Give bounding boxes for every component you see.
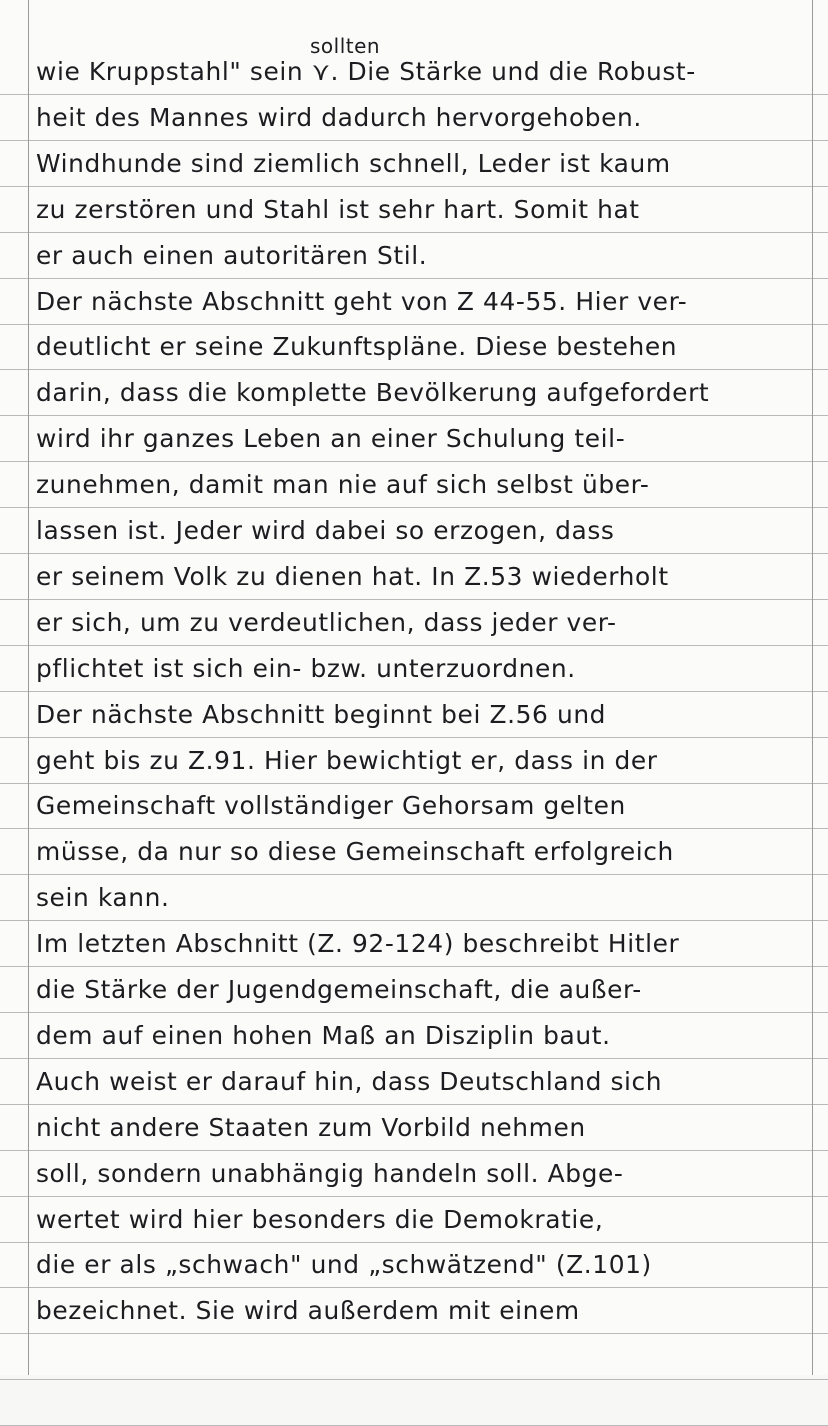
text-line: soll, sondern unabhängig handeln soll. Abge- <box>36 1159 624 1188</box>
ruled-line <box>0 1287 828 1288</box>
ruled-line <box>0 599 828 600</box>
ruled-line <box>0 186 828 187</box>
right-margin-line <box>812 0 813 1375</box>
left-margin-line <box>28 0 29 1375</box>
ruled-line <box>0 691 828 692</box>
text-line: zu zerstören und Stahl ist sehr hart. Somit hat <box>36 195 640 224</box>
text-line: wird ihr ganzes Leben an einer Schulung teil- <box>36 424 626 453</box>
ruled-line <box>0 874 828 875</box>
ruled-line <box>0 1333 828 1334</box>
text-line: heit des Mannes wird dadurch hervorgehoben. <box>36 103 642 132</box>
text-line: Windhunde sind ziemlich schnell, Leder ist kaum <box>36 149 671 178</box>
text-line: die er als „schwach" und „schwätzend" (Z.101) <box>36 1250 652 1279</box>
text-line: zunehmen, damit man nie auf sich selbst über- <box>36 470 650 499</box>
text-line: sein kann. <box>36 883 170 912</box>
ruled-line <box>0 645 828 646</box>
ruled-line <box>0 1104 828 1105</box>
text-line: Auch weist er darauf hin, dass Deutschland sich <box>36 1067 663 1096</box>
ruled-line <box>0 461 828 462</box>
text-line: er auch einen autoritären Stil. <box>36 241 428 270</box>
text-line: deutlicht er seine Zukunftspläne. Diese bestehen <box>36 332 678 361</box>
ruled-line <box>0 553 828 554</box>
ruled-line <box>0 278 828 279</box>
text-line: er sich, um zu verdeutlichen, dass jeder ver- <box>36 608 617 637</box>
text-line: Der nächste Abschnitt beginnt bei Z.56 und <box>36 700 607 729</box>
handwritten-insertion: sollten <box>310 34 381 58</box>
ruled-line <box>0 1150 828 1151</box>
ruled-line <box>0 828 828 829</box>
text-line: wertet wird hier besonders die Demokratie, <box>36 1205 604 1234</box>
ruled-line <box>0 1242 828 1243</box>
text-line: Im letzten Abschnitt (Z. 92-124) beschreibt Hitler <box>36 929 680 958</box>
ruled-line <box>0 324 828 325</box>
text-line: Der nächste Abschnitt geht von Z 44-55. Hier ver- <box>36 287 688 316</box>
ruled-line <box>0 232 828 233</box>
text-line: Gemeinschaft vollständiger Gehorsam gelten <box>36 791 626 820</box>
text-line: bezeichnet. Sie wird außerdem mit einem <box>36 1296 580 1325</box>
ruled-line <box>0 1196 828 1197</box>
text-line: er seinem Volk zu dienen hat. In Z.53 wiederholt <box>36 562 669 591</box>
text-line: wie Kruppstahl" sein ⋎. Die Stärke und die Robust- <box>36 57 696 86</box>
text-line: dem auf einen hohen Maß an Disziplin baut. <box>36 1021 611 1050</box>
ruled-line <box>0 966 828 967</box>
ruled-line <box>0 783 828 784</box>
text-line: die Stärke der Jugendgemeinschaft, die außer- <box>36 975 642 1004</box>
text-line: pflichtet ist sich ein- bzw. unterzuordnen. <box>36 654 576 683</box>
text-line: geht bis zu Z.91. Hier bewichtigt er, dass in der <box>36 746 658 775</box>
text-line: müsse, da nur so diese Gemeinschaft erfolgreich <box>36 837 674 866</box>
ruled-line <box>0 1012 828 1013</box>
ruled-line <box>0 1058 828 1059</box>
ruled-line <box>0 369 828 370</box>
ruled-line <box>0 1379 828 1380</box>
ruled-line <box>0 94 828 95</box>
ruled-line <box>0 507 828 508</box>
ruled-line <box>0 415 828 416</box>
text-line: lassen ist. Jeder wird dabei so erzogen, dass <box>36 516 615 545</box>
text-line: nicht andere Staaten zum Vorbild nehmen <box>36 1113 586 1142</box>
ruled-line <box>0 920 828 921</box>
ruled-line <box>0 737 828 738</box>
ruled-line <box>0 140 828 141</box>
text-line: darin, dass die komplette Bevölkerung aufgefordert <box>36 378 710 407</box>
